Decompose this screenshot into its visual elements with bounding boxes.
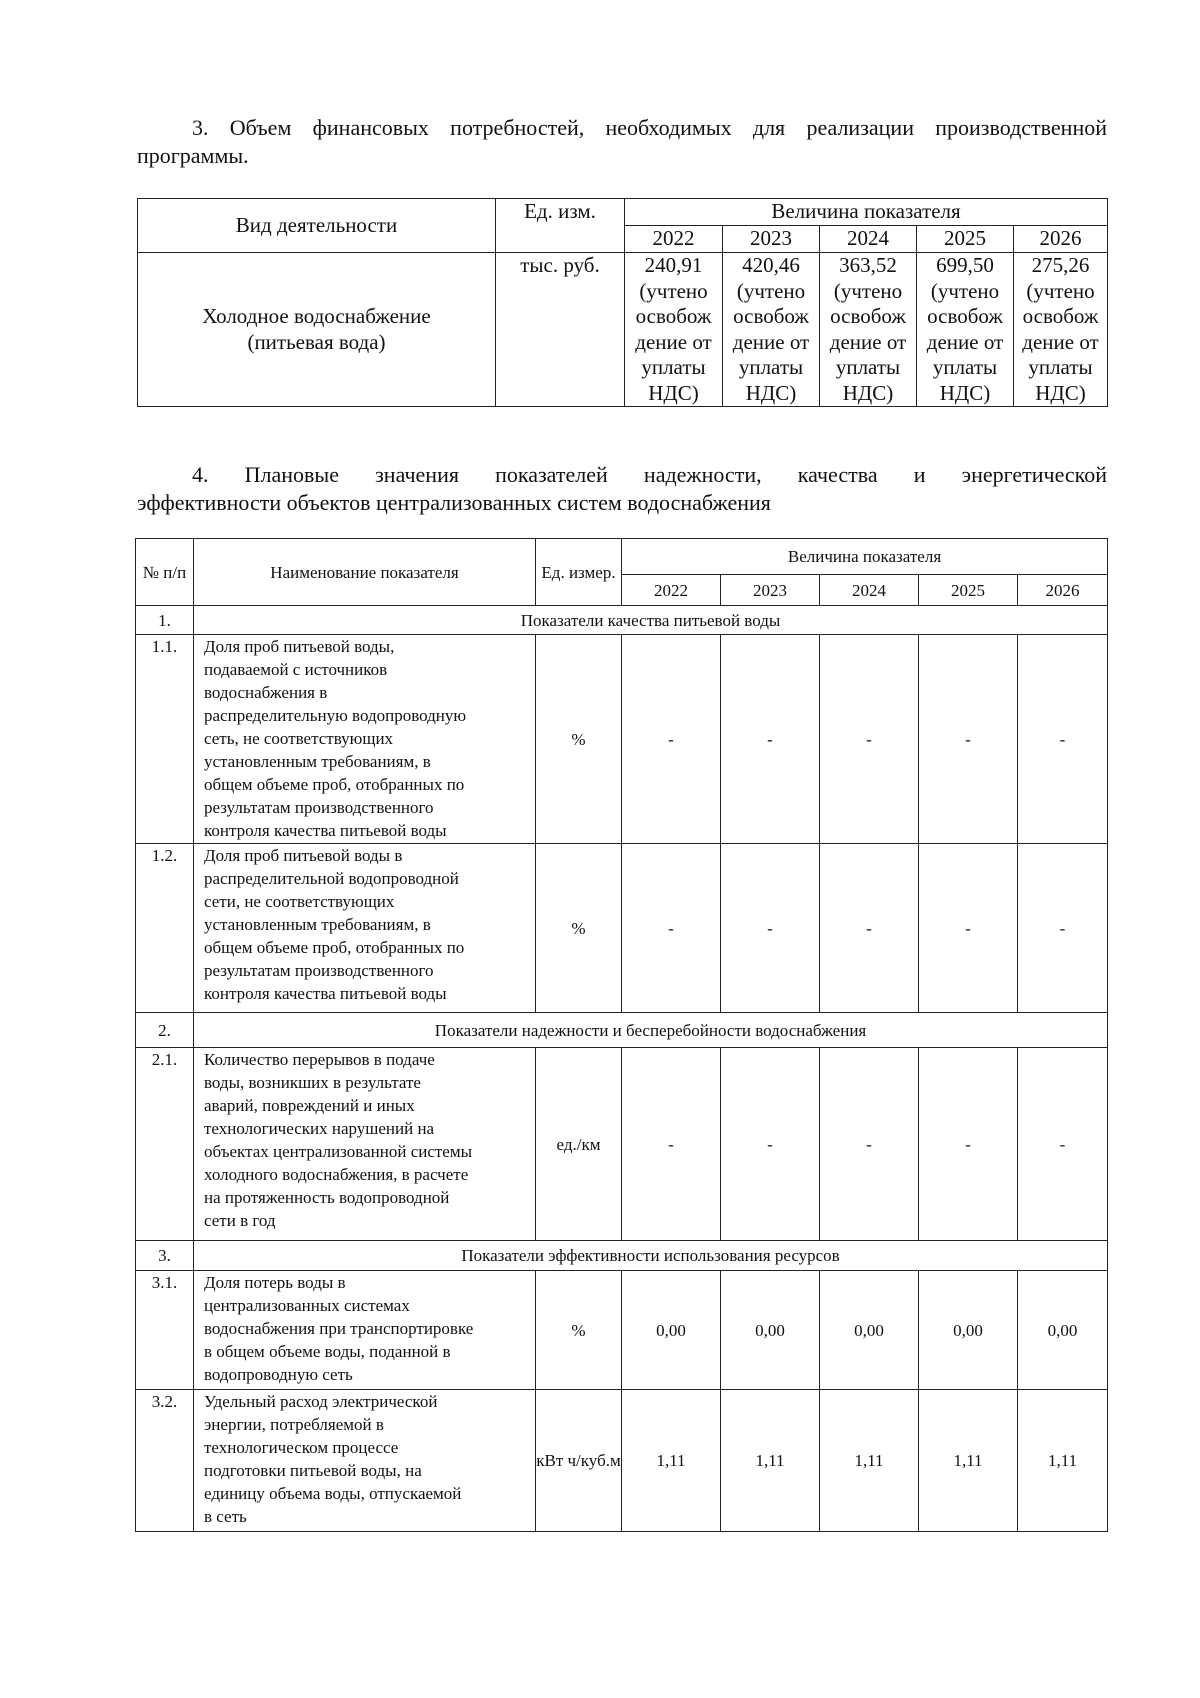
value-cell: 1,11 (622, 1390, 721, 1532)
value-cell: 1,11 (820, 1390, 919, 1532)
group-row (136, 1241, 1108, 1271)
row-number: 1.1. (136, 635, 194, 844)
header-name: Наименование показателя (194, 539, 536, 606)
indicator-name: Количество перерывов в подаче воды, возникших в результате аварий, повреждений и иных технологических нарушений на объектах централизованной системы холодного водоснабжения, в расчете на протяженность водопроводной сети в год (194, 1048, 536, 1241)
section4-heading (137, 461, 1107, 517)
value-cell: 0,00 (721, 1271, 820, 1390)
header-year: 2025 (917, 226, 1014, 253)
unit-cell: тыс. руб. (496, 253, 625, 407)
value-cell: - (919, 635, 1018, 844)
header-value: Величина показателя (622, 539, 1108, 575)
unit-cell: % (536, 635, 622, 844)
header-activity: Вид деятельности (138, 199, 496, 253)
group-title: Показатели эффективности использования ресурсов (194, 1241, 1108, 1271)
value-cell: - (919, 1048, 1018, 1241)
section4-heading-line1: 4. Плановые значения показателей надежности, качества и энергетической (192, 462, 1107, 487)
value-cell: - (721, 1048, 820, 1241)
table-row (136, 635, 1108, 844)
table-row (136, 1271, 1108, 1390)
value-cell: - (820, 844, 919, 1013)
section3-heading-line2: программы. (137, 143, 249, 168)
value-cell: 0,00 (1018, 1271, 1108, 1390)
header-year: 2024 (820, 226, 917, 253)
value-cell: - (721, 635, 820, 844)
value-cell: - (721, 844, 820, 1013)
header-year: 2026 (1018, 575, 1108, 606)
header-year: 2023 (723, 226, 820, 253)
value-cell: 1,11 (919, 1390, 1018, 1532)
header-year: 2025 (919, 575, 1018, 606)
table-row (136, 1390, 1108, 1532)
indicator-name: Доля проб питьевой воды в распределительной водопроводной сети, не соответствующих установленным требованиям, в общем объеме проб, отобранных по результатам производственного контроля качества питьевой воды (194, 844, 536, 1013)
header-value: Величина показателя (625, 199, 1108, 226)
value-cell: - (622, 844, 721, 1013)
value-cell: - (1018, 635, 1108, 844)
row-number: 3.2. (136, 1390, 194, 1532)
section4-heading-line2: эффективности объектов централизованных систем водоснабжения (137, 490, 771, 515)
group-row (136, 606, 1108, 635)
indicator-name: Удельный расход электрической энергии, потребляемой в технологическом процессе подготовки питьевой воды, на единицу объема воды, отпускаемой в сеть (194, 1390, 536, 1532)
unit-cell: ед./км (536, 1048, 622, 1241)
group-number: 1. (136, 606, 194, 635)
value-cell: - (1018, 1048, 1108, 1241)
value-cell: 0,00 (622, 1271, 721, 1390)
value-cell: 275,26 (учтено освобож дение от уплаты НДС) (1014, 253, 1108, 407)
value-cell: 420,46 (учтено освобож дение от уплаты НДС) (723, 253, 820, 407)
activity-cell: Холодное водоснабжение (питьевая вода) (138, 253, 496, 407)
indicators-table (135, 538, 1108, 1532)
value-cell: - (820, 1048, 919, 1241)
table-row (136, 844, 1108, 1013)
indicator-name: Доля проб питьевой воды, подаваемой с источников водоснабжения в распределительную водопроводную сеть, не соответствующих установленным требованиям, в общем объеме проб, отобранных по результатам производственного контроля качества питьевой воды (194, 635, 536, 844)
indicator-name: Доля потерь воды в централизованных системах водоснабжения при транспортировке в общем объеме воды, поданной в водопроводную сеть (194, 1271, 536, 1390)
row-number: 1.2. (136, 844, 194, 1013)
table-row (138, 253, 1108, 407)
value-cell: - (919, 844, 1018, 1013)
table-row (136, 1048, 1108, 1241)
section3-heading (137, 114, 1107, 170)
value-cell: - (1018, 844, 1108, 1013)
value-cell: 240,91 (учтено освобож дение от уплаты НДС) (625, 253, 723, 407)
header-year: 2024 (820, 575, 919, 606)
value-cell: 363,52 (учтено освобож дение от уплаты НДС) (820, 253, 917, 407)
header-unit: Ед. измер. (536, 539, 622, 606)
row-number: 2.1. (136, 1048, 194, 1241)
header-unit: Ед. изм. (496, 199, 625, 253)
header-year: 2023 (721, 575, 820, 606)
financial-needs-table (137, 198, 1108, 407)
group-number: 2. (136, 1013, 194, 1048)
section3-heading-line1: 3. Объем финансовых потребностей, необходимых для реализации производственной (192, 115, 1107, 140)
value-cell: 0,00 (919, 1271, 1018, 1390)
unit-cell: % (536, 1271, 622, 1390)
group-row (136, 1013, 1108, 1048)
group-title: Показатели надежности и бесперебойности водоснабжения (194, 1013, 1108, 1048)
unit-cell: % (536, 844, 622, 1013)
value-cell: - (820, 635, 919, 844)
value-cell: 1,11 (721, 1390, 820, 1532)
header-year: 2026 (1014, 226, 1108, 253)
value-cell: 1,11 (1018, 1390, 1108, 1532)
group-number: 3. (136, 1241, 194, 1271)
value-cell: - (622, 1048, 721, 1241)
unit-cell: кВт ч/куб.м (536, 1390, 622, 1532)
value-cell: 699,50 (учтено освобож дение от уплаты НДС) (917, 253, 1014, 407)
header-year: 2022 (622, 575, 721, 606)
row-number: 3.1. (136, 1271, 194, 1390)
header-year: 2022 (625, 226, 723, 253)
group-title: Показатели качества питьевой воды (194, 606, 1108, 635)
header-no: № п/п (136, 539, 194, 606)
value-cell: 0,00 (820, 1271, 919, 1390)
value-cell: - (622, 635, 721, 844)
